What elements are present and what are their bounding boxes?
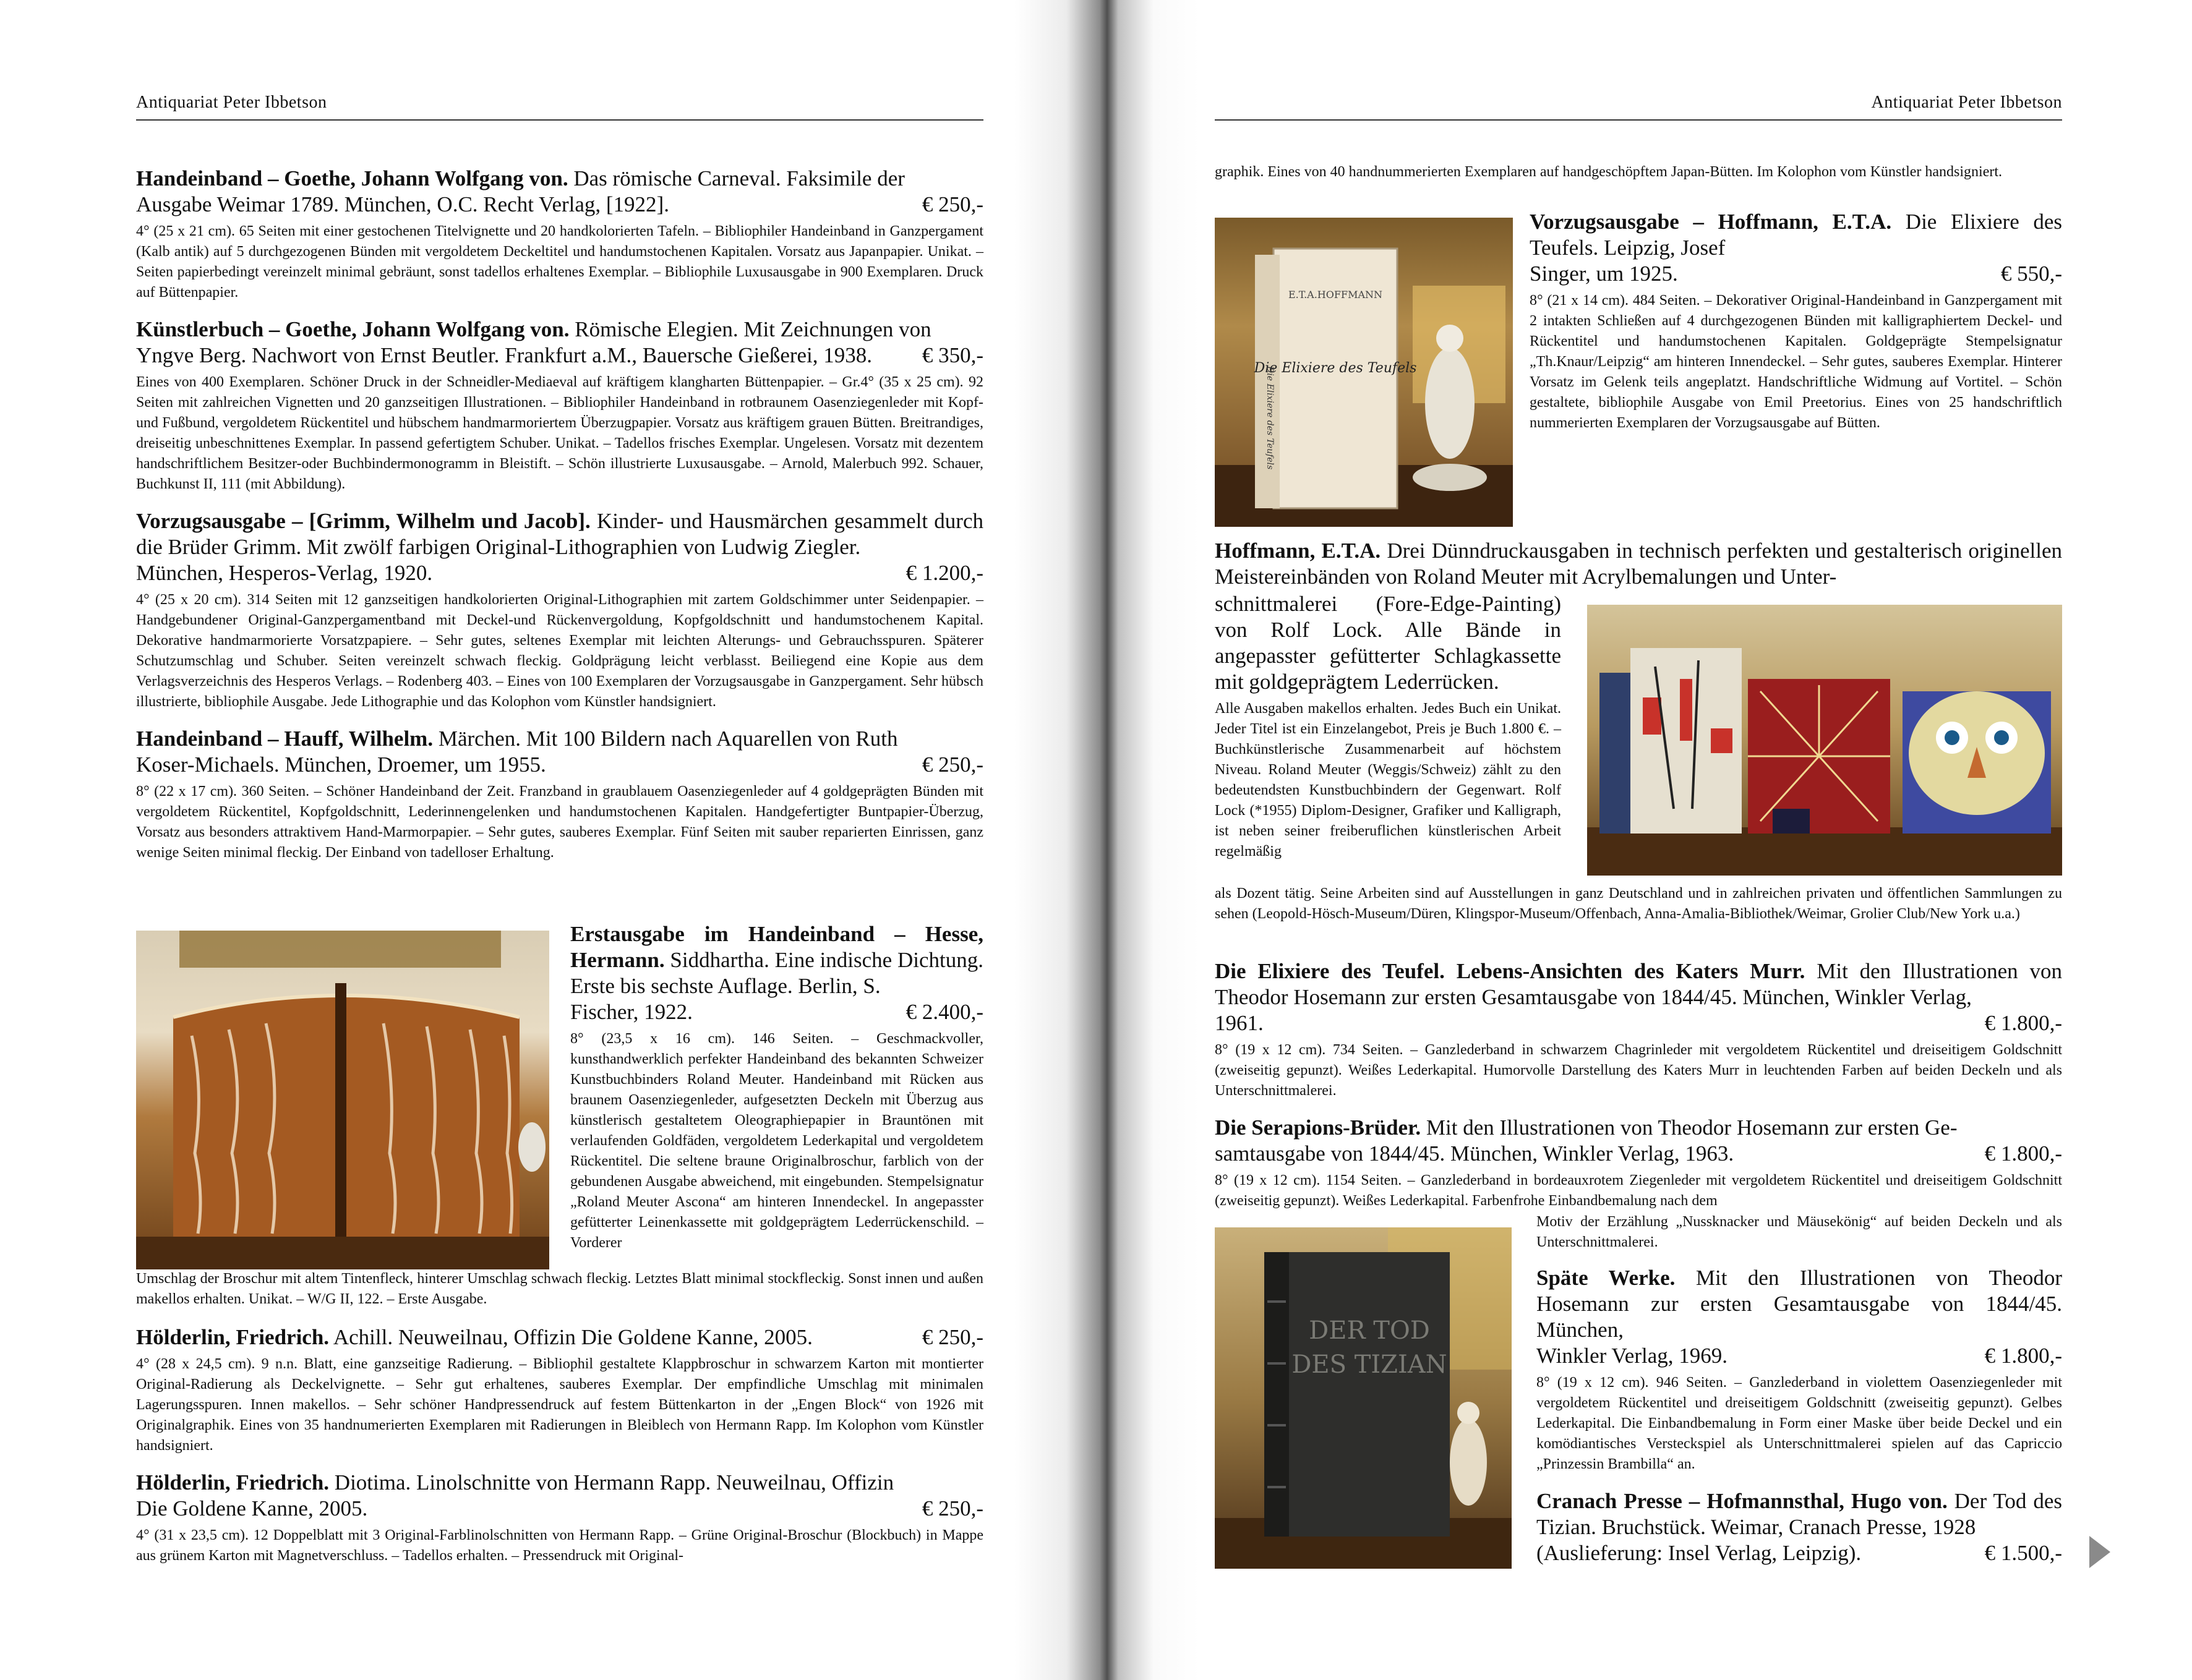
entry-title: Mit den Illustrationen von Theodor Hosemann zur ersten Gesamtausgabe von 1844/45. München, bbox=[1536, 1266, 2062, 1342]
entry-kater-murr bbox=[1215, 958, 2062, 1101]
entry-title: Siddhartha. Eine indische Dichtung. Erste bis sechste Auflage. Berlin, S. bbox=[570, 948, 983, 998]
entry-hoffmann-meuter-text bbox=[1215, 591, 1561, 862]
entry-title-cont: München, Hesperos-Verlag, 1920. bbox=[136, 561, 433, 585]
entry-title-cont: Die Goldene Kanne, 2005. bbox=[136, 1496, 368, 1520]
spine-title-text: Die Elixiere des Teufels bbox=[1265, 366, 1275, 470]
entry-title: Das römische Carneval. Faksimile der bbox=[568, 166, 905, 190]
entry-heading: Hölderlin, Friedrich. bbox=[136, 1470, 330, 1495]
entry-title-cont: samtausgabe von 1844/45. München, Winkler Verlag, 1963. bbox=[1215, 1141, 1734, 1166]
entry-title: Drei Dünndruckausgaben in technisch perfekten und gestalterisch originellen Meistereinbänden von Roland Meuter mit Acrylbemalungen und Unter- bbox=[1215, 539, 2063, 589]
entry-description-cont: Motiv der Erzählung „Nussknacker und Mäusekönig“ auf beiden Deckeln und als Unterschnittmalerei. bbox=[1536, 1214, 2062, 1250]
entry-heading: Erstausgabe im Handeinband – Hesse, Hermann. bbox=[570, 922, 983, 972]
elixiere-book-illustration bbox=[1215, 218, 1513, 527]
entry-hoelderlin-achill bbox=[136, 1324, 983, 1456]
entry-title: Römische Elegien. Mit Zeichnungen von bbox=[569, 317, 931, 341]
price: € 1.800,- bbox=[1984, 1141, 2062, 1166]
price: € 350,- bbox=[922, 343, 983, 367]
next-page-arrow-icon[interactable] bbox=[2089, 1536, 2110, 1568]
entry-cranach-tizian bbox=[1536, 1488, 2062, 1566]
entry-description: 4° (25 x 21 cm). 65 Seiten mit einer gestochenen Titelvignette und 20 handkolorierten Tafeln. – Bibliophiler Handeinband in Ganzpergament (Kalb antik) auf 5 durchgezogenen Bünden mit vergoldetem Deckeltitel und handumstochenen Kapitalen. Vorsatz aus Japanpapier. Unikat. – Seiten papierbedingt vereinzelt minimal gebräunt, sonst tadellos erhaltenes Exemplar. – Bibliophile Luxusausgabe in 900 Exemplaren. Druck auf Büttenpapier. bbox=[136, 223, 983, 301]
entry-title: Der Tod des Tizian. Bruchstück. Weimar, Cranach Presse, 1928 bbox=[1536, 1489, 2062, 1539]
price: € 250,- bbox=[922, 192, 983, 216]
entry-title-cont: 1961. bbox=[1215, 1011, 1264, 1035]
entry-heading: Die Elixiere des Teufel. Lebens-Ansichten des Katers Murr. bbox=[1215, 959, 1805, 983]
entry-description: 8° (19 x 12 cm). 946 Seiten. – Ganzlederband in violettem Oasenziegenleder mit vergoldetem Rückentitel und dreiseitigem Goldschnitt (zweiseitig gepunzt). Gelbes Lederkapital. Die Einbandbemalung in Form einer Maske über beide Deckel und ein komödiantisches Versteckspiel als Unterschnittmalerei spielen auf das Capriccio „Prinzessin Brambilla“ an. bbox=[1536, 1375, 2062, 1472]
entry-serapions bbox=[1215, 1115, 2062, 1211]
entry-title-cont: Winkler Verlag, 1969. bbox=[1536, 1344, 1727, 1368]
entry-description: 4° (25 x 20 cm). 314 Seiten mit 12 ganzseitigen handkolorierten Original-Lithographien mit zartem Goldschimmer unter Seidenpapier. – Handgebundener Original-Ganzpergamentband mit Deckel-und Rückenvergoldung, Kopfgoldschnitt und handumstochenem Kapital. Dekorative handmarmorierte Vorsatzpapiere. – Sehr gutes, seltenes Exemplar mit leichten Alterungs- und Gebrauchsspuren. Späterer Schutzumschlag und Schuber. Seiten vereinzelt schwach fleckig. Goldprägung leicht verblasst. Beiliegend eine Kopie aus dem Verlagsverzeichnis des Hesperos Verlags. – Rodenberg 403. – Eines von 100 Exemplaren der Vorzugsausgabe in Ganzpergament. Sehr hübsch illustrierte, bibliophile Ausgabe. Jede Lithographie und das Kolophon vom Künstler handsigniert. bbox=[136, 592, 983, 710]
entry-description: Eines von 400 Exemplaren. Schöner Druck in der Schneidler-Mediaeval auf kräftigem klangharten Büttenpapier. – Gr.4° (35 x 25 cm). 92 Seiten mit zahlreichen Vignetten und 20 ganzseitigen Illustrationen. – Bibliophiler Handeinband in rotbraunem Oasenziegenleder mit Kopf-und Fußbund, vergoldetem Rückentitel und hübschem handmarmoriertem Überzugpapier. Vorsatz aus kräftigem grauen Bütten. Breitrandiges, dreiseitig unbeschnittenes Exemplar. In passend gefertigtem Schuber. Unikat. – Tadellos frisches Exemplar. Ungelesen. Vorsatz mit dezentem handschriftlichem Besitzer-oder Buchbindermonogramm in Bleistift. – Schön illustrierte Luxusausgabe. – Arnold, Malerbuch 992. Schauer, Buchkunst II, 111 (mit Abbildung). bbox=[136, 374, 983, 492]
three-books-photo bbox=[1587, 605, 2062, 876]
price: € 250,- bbox=[922, 1496, 983, 1520]
entry-description: Alle Ausgaben makellos erhalten. Jedes Buch ein Unikat. Jeder Titel ist ein Einzelangebot, Preis je Buch 1.800 €. – Buchkünstlerische Zusammenarbeit auf höchstem Niveau. Roland Meuter (Weggis/Schweiz) zählt zu den bedeutendsten Kunstbuchbindern der Gegenwart. Rolf Lock (*1955) Diplom-Designer, Grafiker und Kalligraph, ist neben seiner freiberuflichen künstlerischen Arbeit regelmäßig bbox=[1215, 701, 1561, 859]
entry-heading: Handeinband – Goethe, Johann Wolfgang von. bbox=[136, 166, 568, 190]
entry-title-cont: Singer, um 1925. bbox=[1530, 262, 1678, 286]
book-gutter-shadow bbox=[1014, 0, 1200, 1680]
tizian-title-line1: DER TOD bbox=[1309, 1316, 1430, 1345]
entry-description: 4° (31 x 23,5 cm). 12 Doppelblatt mit 3 Original-Farblinolschnitten von Hermann Rapp. – Grüne Original-Broschur (Blockbuch) in Mappe aus grünem Karton mit Magnetverschluss. – Tadellos erhalten. – Pressendruck mit Original- bbox=[136, 1527, 983, 1564]
entry-title-cont: Ausgabe Weimar 1789. München, O.C. Recht Verlag, [1922]. bbox=[136, 192, 669, 216]
entry-title: Diotima. Linolschnitte von Hermann Rapp. Neuweilnau, Offizin bbox=[329, 1470, 894, 1495]
entry-title-cont: Yngve Berg. Nachwort von Ernst Beutler. Frankfurt a.M., Bauersche Gießerei, 1938. bbox=[136, 343, 873, 367]
entry-hoffmann-meuter-cont bbox=[1215, 884, 2062, 924]
entry-spaete-werke bbox=[1536, 1265, 2062, 1475]
price: € 1.500,- bbox=[1984, 1541, 2062, 1565]
entry-heading: Handeinband – Hauff, Wilhelm. bbox=[136, 727, 434, 751]
running-head-left: Antiquariat Peter Ibbetson bbox=[136, 93, 327, 112]
right-column-middle bbox=[1215, 958, 2062, 1211]
right-page bbox=[1103, 0, 2192, 1680]
entry-description: 8° (22 x 17 cm). 360 Seiten. – Schöner Handeinband der Zeit. Franzband in graublauem Oasenziegenleder auf 4 goldgeprägten Bünden mit vergoldetem Rückentitel, Kopfgoldschnitt, Lederinnengelenken und handumstochenen Kapitalen. Handgefertigter Buntpapier-Überzug, Vorsatz aus besonders attraktivem Hand-Marmorpapier. – Sehr gutes, sauberes Exemplar. Fünf Seiten mit sauber reparierten Einrissen, ganz wenige Seiten minimal fleckig. Der Einband von tadelloser Erhaltung. bbox=[136, 783, 983, 861]
entry-heading: Hoffmann, E.T.A. bbox=[1215, 539, 1381, 563]
entry-hoffmann-meuter-intro bbox=[1215, 538, 2062, 590]
entry-hesse-main bbox=[570, 921, 983, 1253]
three-books-illustration bbox=[1587, 605, 2062, 876]
price: € 550,- bbox=[2000, 262, 2062, 286]
entry-title: Achill. Neuweilnau, Offizin Die Goldene Kanne, 2005. bbox=[329, 1325, 813, 1349]
entry-heading: Hölderlin, Friedrich. bbox=[136, 1325, 330, 1349]
tizian-title-line2: DES TIZIAN bbox=[1291, 1350, 1447, 1379]
entry-description: 8° (19 x 12 cm). 734 Seiten. – Ganzlederband in schwarzem Chagrinleder mit vergoldetem Rückentitel und dreiseitigem Goldschnitt (zweiseitig gepunzt). Weißes Lederkapital. Humorvolle Darstellung des Katers Murr in leuchtenden Farben auf beiden Deckeln und als Unterschnittmalerei. bbox=[1215, 1042, 2062, 1099]
entry-title: Mit den Illustrationen von Theodor Hosemann zur ersten Gesamtausgabe von 1844/45. München, Winkler Verlag, bbox=[1215, 959, 2062, 1009]
cover-title-line: Die Elixiere des Teufels bbox=[1254, 360, 1417, 376]
entry-title-cont: Koser-Michaels. München, Droemer, um 1955. bbox=[136, 753, 546, 777]
left-column-top bbox=[136, 166, 983, 877]
header-rule-left bbox=[136, 119, 983, 121]
left-page bbox=[0, 0, 1089, 1680]
entry-grimm bbox=[136, 508, 983, 712]
entry-description-cont: als Dozent tätig. Seine Arbeiten sind auf Ausstellungen in ganz Deutschland und in zahlreichen privaten und öffentlichen Sammlungen zu sehen (Leopold-Hösch-Museum/Düren, Klingspor-Museum/Offenbach, Anna-Amalia-Bibliothek/Weimar, Grolier Club/New York u.a.) bbox=[1215, 885, 2062, 922]
entry-title-cont: schnittmalerei (Fore-Edge-Painting) von Rolf Lock. Alle Bände in angepasster gefütterter Schlagkassette mit goldgeprägtem Lederrücken. bbox=[1215, 592, 1561, 694]
price: € 1.200,- bbox=[905, 561, 983, 585]
entry-title: Märchen. Mit 100 Bildern nach Aquarellen von Ruth bbox=[433, 727, 898, 751]
hesse-book-photo bbox=[136, 931, 549, 1269]
entry-title-cont: (Auslieferung: Insel Verlag, Leipzig). bbox=[1536, 1541, 1862, 1565]
entry-description-cont: Umschlag der Broschur mit altem Tintenfleck, hinterer Umschlag schwach fleckig. Letztes Blatt minimal stockfleckig. Sonst innen und außen makellos erhalten. Unikat. – W/G II, 122. – Erste Ausgabe. bbox=[136, 1271, 983, 1307]
entry-description: 8° (23,5 x 16 cm). 146 Seiten. – Geschmackvoller, kunsthandwerklich perfekter Handeinband des bekannten Schweizer Kunstbuchbinders Roland Meuter. Handeinband mit Rücken aus braunem Oasenziegenleder, aufgesetzten Deckeln mit Überzug aus künstlerisch gestaltetem Oleographiepapier in Brauntönen mit verlaufenden Goldfäden, vergoldetem Lederkapital und vergoldetem Rückentitel. Die seltene braune Originalbroschur, farblich von der gebundenen Ausgabe abweichend, mit eingebunden. Stempelsignatur „Roland Meuter Ascona“ am hinteren Innendeckel. In angepasster gefütterter Leinenkassette mit goldgeprägtem Lederrückenschild. – Vorderer bbox=[570, 1031, 983, 1251]
entry-title-cont: Fischer, 1922. bbox=[570, 1000, 693, 1024]
entry-goethe-elegien bbox=[136, 317, 983, 495]
right-continuation bbox=[1215, 162, 2062, 182]
price: € 1.800,- bbox=[1984, 1344, 2062, 1368]
entry-description: 8° (21 x 14 cm). 484 Seiten. – Dekorativer Original-Handeinband in Ganzpergament mit 2 intakten Schließen auf 4 durchgezogenen Bünden mit kalligraphiertem Deckel- und Rückentitel und handumstochenen Kapitalen. Goldgeprägte Stempelsignatur „Th.Knaur/Leipzig“ am hinteren Innendeckel. – Sehr gutes, sauberes Exemplar. Hinterer Vorsatz im Gelenk teils angeplatzt. Handschriftliche Widmung auf Vortitel. – Schön gestaltete, bibliophile Ausgabe von Emil Preetorius. Eines von 25 handschriftlich nummerierten Exemplaren der Vorzugsausgabe auf Bütten. bbox=[1530, 292, 2062, 431]
running-head-right: Antiquariat Peter Ibbetson bbox=[1871, 93, 2062, 112]
entry-hauff bbox=[136, 726, 983, 863]
price: € 1.800,- bbox=[1984, 1011, 2062, 1035]
elixiere-book-photo bbox=[1215, 218, 1513, 527]
left-column-bottom bbox=[136, 1269, 983, 1580]
cover-title-text bbox=[1254, 360, 1417, 376]
entry-description-cont: graphik. Eines von 40 handnummerierten Exemplaren auf handgeschöpftem Japan-Bütten. Im Kolophon vom Künstler handsigniert. bbox=[1215, 164, 2003, 180]
right-column-bottom bbox=[1536, 1212, 2062, 1580]
hesse-book-illustration bbox=[136, 931, 549, 1269]
entry-heading: Späte Werke. bbox=[1536, 1266, 1676, 1290]
header-rule-right bbox=[1215, 119, 2062, 121]
entry-description: 4° (28 x 24,5 cm). 9 n.n. Blatt, eine ganzseitige Radierung. – Bibliophil gestaltete Klappbroschur in schwarzem Karton mit montierter Original-Radierung als Deckelvignette. – Sehr gut erhaltenes, sauberes Exemplar. Der empfindliche Umschlag mit minimalen Lagerungsspuren. Innen makellos. – Sehr schöner Handpressendruck auf festem Büttenkarton in der „Engen Block“ von 1926 mit Originalgraphik. Eines von 35 handnumerierten Exemplaren mit Radierungen in Bleiblech von Hermann Rapp. Im Kolophon vom Künstler handsigniert. bbox=[136, 1356, 983, 1454]
entry-heading: Die Serapions-Brüder. bbox=[1215, 1115, 1421, 1140]
entry-heading: Künstlerbuch – Goethe, Johann Wolfgang von. bbox=[136, 317, 570, 341]
entry-description: 8° (19 x 12 cm). 1154 Seiten. – Ganzlederband in bordeauxrotem Ziegenleder mit vergoldetem Rückentitel und dreiseitigem Goldschnitt (zweiseitig gepunzt). Weißes Lederkapital. Farbenfrohe Einbandbemalung nach dem bbox=[1215, 1172, 2062, 1209]
price: € 250,- bbox=[922, 1325, 983, 1349]
entry-heading: Vorzugsausgabe – [Grimm, Wilhelm und Jacob]. bbox=[136, 509, 591, 533]
cover-author-text: E.T.A.HOFFMANN bbox=[1288, 289, 1383, 301]
entry-heading: Cranach Presse – Hofmannsthal, Hugo von. bbox=[1536, 1489, 1948, 1513]
entry-title: Kinder- und Hausmärchen gesammelt durch die Brüder Grimm. Mit zwölf farbigen Original-Lithographien von Ludwig Ziegler. bbox=[136, 509, 983, 559]
entry-hoffmann-elixiere bbox=[1530, 209, 2062, 433]
price: € 250,- bbox=[922, 753, 983, 777]
entry-heading: Vorzugsausgabe – Hoffmann, E.T.A. bbox=[1530, 210, 1892, 234]
entry-title: Mit den Illustrationen von Theodor Hosemann zur ersten Ge- bbox=[1421, 1115, 1958, 1140]
price: € 2.400,- bbox=[905, 1000, 983, 1024]
entry-goethe-carneval bbox=[136, 166, 983, 303]
tizian-book-illustration bbox=[1215, 1227, 1512, 1569]
entry-hoelderlin-diotima bbox=[136, 1470, 983, 1566]
entry-title: Die Elixiere des Teufels. Leipzig, Josef bbox=[1530, 210, 2063, 260]
tizian-book-photo bbox=[1215, 1227, 1512, 1569]
